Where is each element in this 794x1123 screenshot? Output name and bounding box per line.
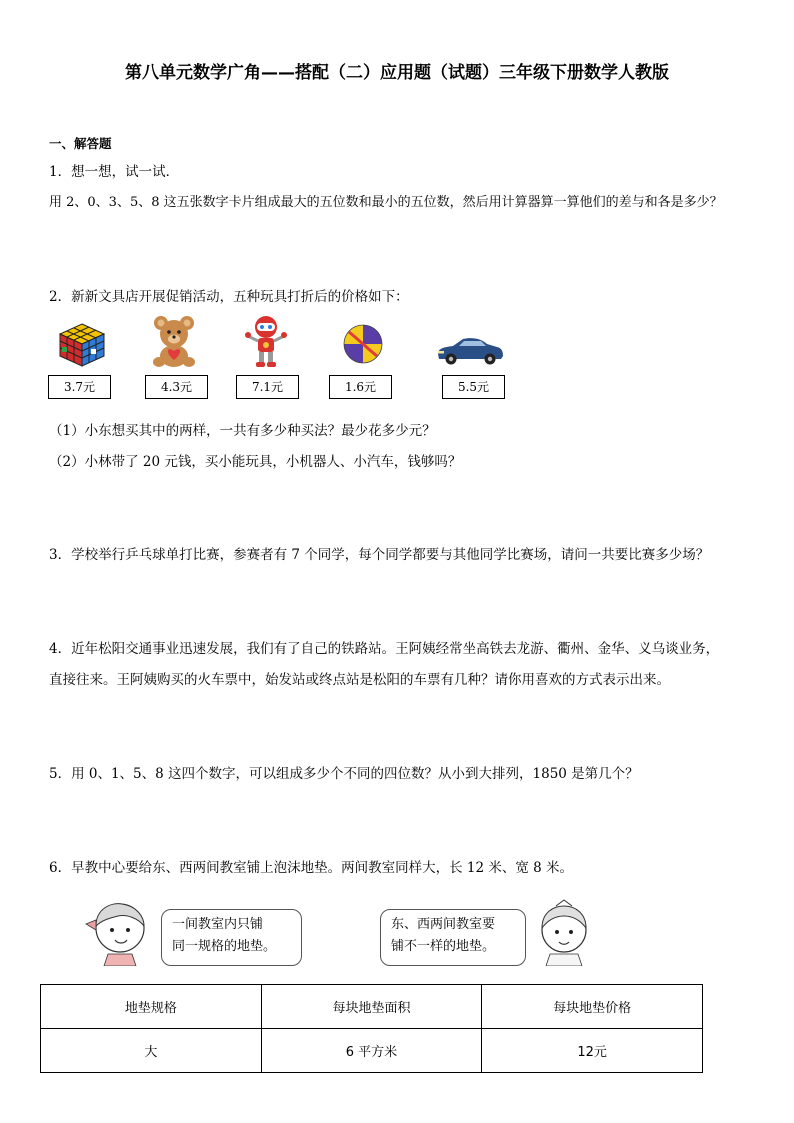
price-box: 1.6元 <box>329 375 392 399</box>
question-2-part-1: （1）小东想买其中的两样，一共有多少种买法？最少花多少元？ <box>49 423 436 439</box>
speech-bubble-left <box>161 909 302 966</box>
table-cell: 大 <box>41 1029 262 1073</box>
section-heading: 一、解答题 <box>49 136 112 151</box>
toy-car-icon <box>435 334 505 366</box>
bubble-right-line-1: 东、西两间教室要 <box>391 917 496 932</box>
question-3-text: 3．学校举行乒乓球单打比赛，参赛者有 7 个同学，每个同学都要与其他同学比赛场，请问一共要比赛多少场？ <box>49 547 710 563</box>
question-1-heading: 1．想一想，试一试． <box>49 164 180 180</box>
bubble-right-line-2: 铺不一样的地垫。 <box>391 939 496 954</box>
robot-icon <box>244 314 288 368</box>
question-2-part-2: （2）小林带了 20 元钱，买小能玩具，小机器人、小汽车，钱够吗？ <box>49 454 462 470</box>
ball-icon <box>343 324 383 364</box>
table-row <box>41 1029 703 1073</box>
speech-bubble-right <box>380 909 526 966</box>
girl-left-icon <box>82 898 154 966</box>
price-box: 7.1元 <box>236 375 299 399</box>
page-title: 第八单元数学广角——搭配（二）应用题（试题）三年级下册数学人教版 <box>125 63 669 83</box>
table-header-cell: 每块地垫价格 <box>482 985 703 1029</box>
teddy-bear-icon <box>150 314 198 368</box>
question-6-text: 6．早教中心要给东、西两间教室铺上泡沫地垫。两间教室同样大，长 12 米、宽 8 米。 <box>49 860 574 876</box>
table-cell: 6 平方米 <box>261 1029 482 1073</box>
table-header-row <box>41 985 703 1029</box>
question-2-intro: 2．新新文具店开展促销活动，五种玩具打折后的价格如下： <box>49 289 409 305</box>
bubble-left-line-2: 同一规格的地垫。 <box>172 939 277 954</box>
question-4-line-2: 直接往来。王阿姨购买的火车票中，始发站或终点站是松阳的车票有几种？请你用喜欢的方式表示出来。 <box>49 672 670 688</box>
table-header-cell: 每块地垫面积 <box>261 985 482 1029</box>
rubiks-cube-icon <box>58 322 106 368</box>
question-1-text: 用 2、0、3、5、8 这五张数字卡片组成最大的五位数和最小的五位数，然后用计算器算一算他们的差与和各是多少？ <box>49 195 723 210</box>
table-header-cell: 地垫规格 <box>41 985 262 1029</box>
question-5-text: 5．用 0、1、5、8 这四个数字，可以组成多少个不同的四位数？从小到大排列，1850 是第几个？ <box>49 766 639 782</box>
price-box: 3.7元 <box>48 375 111 399</box>
question-4-line-1: 4．近年松阳交通事业迅速发展，我们有了自己的铁路站。王阿姨经常坐高铁去龙游、衢州、金华、义乌谈业务， <box>49 641 720 657</box>
bubble-left-line-1: 一间教室内只铺 <box>172 917 264 932</box>
girl-right-icon <box>530 898 600 966</box>
price-box: 5.5元 <box>442 375 505 399</box>
price-box: 4.3元 <box>145 375 208 399</box>
mat-spec-table <box>40 984 703 1073</box>
table-cell: 12元 <box>482 1029 703 1073</box>
